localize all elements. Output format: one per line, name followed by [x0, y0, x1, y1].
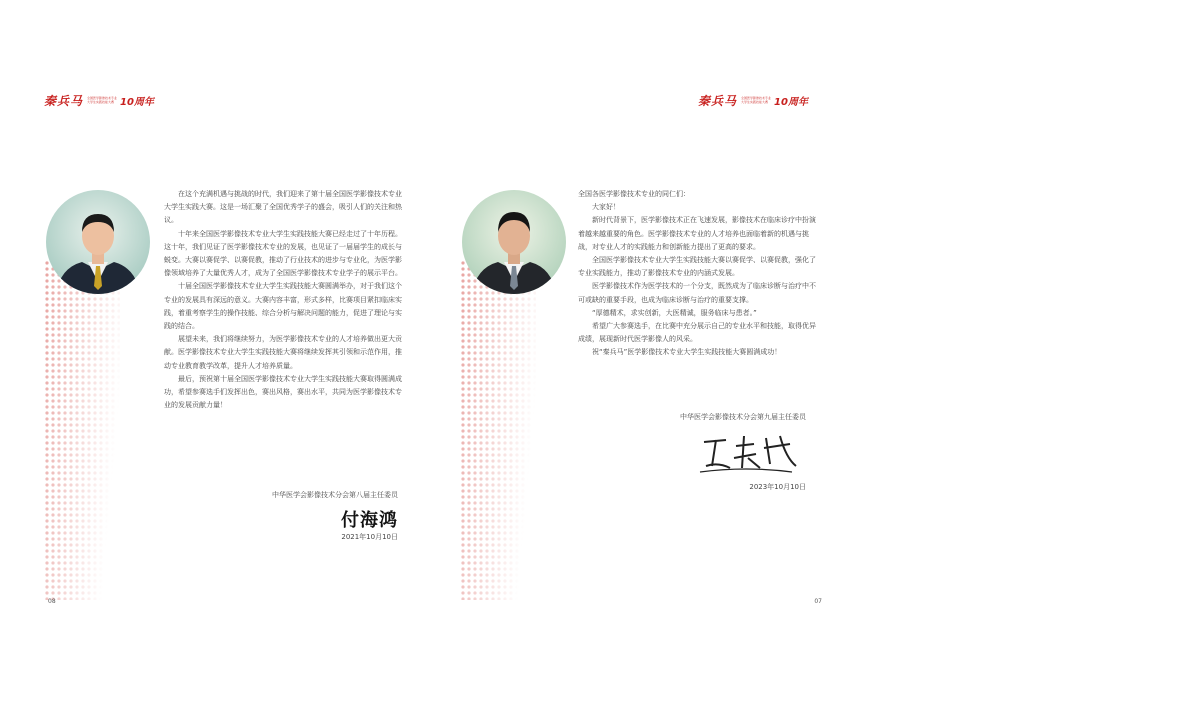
portrait-photo	[462, 190, 566, 294]
page-header-logo	[44, 94, 154, 106]
right-page	[460, 0, 826, 701]
decorative-dot-pattern	[44, 260, 120, 600]
paragraph: 在这个充满机遇与挑战的时代，我们迎来了第十届全国医学影像技术专业大学生实践大赛。这是一场汇聚了全国优秀学子的盛会，吸引人们的关注和热议。	[164, 190, 402, 225]
signature-block	[272, 490, 398, 542]
paragraph: 十年来全国医学影像技术专业大学生实践技能大赛已经走过了十年历程。这十年，我们见证了医学影像技术专业的发展，也见证了一届届学生的成长与蜕变。大赛以赛促学、以赛促教，推动了行业技术的进步与专业化，为医学影像领域培养了大量优秀人才，成为了全国医学影像技术专业学子的展示平台。	[164, 229, 402, 278]
signature-date: 2021年10月10日	[341, 533, 398, 541]
paragraph: 展望未来，我们将继续努力，为医学影像技术专业的人才培养做出更大贡献。医学影像技术专业大学生实践技能大赛将继续发挥其引领和示范作用，推动专业教育教学改革，提升人才培养质量。	[164, 335, 402, 370]
logo-subtitle-line2: 大学生实践技能大赛	[741, 100, 769, 104]
paragraph: 十届全国医学影像技术专业大学生实践技能大赛圆满举办，对于我们这个专业的发展具有深远的意义。大赛内容丰富，形式多样，比赛项目紧扣临床实践，着重考察学生的操作技能、综合分析与解决问题的能力，促进了理论与实践的结合。	[164, 282, 402, 331]
signature-block	[680, 412, 806, 492]
logo-subtitle-line2: 大学生实践技能大赛	[87, 100, 115, 104]
paragraph: 全国医学影像技术专业大学生实践技能大赛以赛促学、以赛促教，强化了专业实践能力，推动了影像技术专业的内涵式发展。	[578, 256, 816, 278]
portrait-photo	[46, 190, 150, 294]
paragraph: 医学影像技术作为医学技术的一个分支，既然成为了临床诊断与治疗中不可或缺的重要手段，也成为临床诊断与治疗的重要支撑。	[578, 282, 816, 304]
signature-org: 中华医学会影像技术分会第九届主任委员	[680, 413, 806, 421]
greeting: 大家好！	[592, 203, 620, 212]
left-page	[44, 0, 410, 701]
logo-anniversary: 10周年	[774, 96, 808, 108]
page-number: 08	[48, 598, 56, 605]
signature-date: 2023年10月10日	[749, 483, 806, 491]
page-header-logo	[698, 94, 808, 106]
signature-name: 付海鸿	[341, 510, 398, 531]
paragraph: 希望广大参赛选手，在比赛中充分展示自己的专业水平和技能，取得优异成绩，展现新时代医学影像人的风采。	[578, 322, 816, 344]
logo-subtitle-line1: 全国医学影像技术专业	[741, 96, 772, 100]
logo-calligraphy: 秦兵马	[698, 93, 738, 108]
logo-anniversary: 10周年	[120, 96, 154, 108]
letter-body	[164, 188, 402, 412]
logo-subtitle	[741, 96, 771, 104]
decorative-dot-pattern	[460, 260, 536, 600]
handwritten-signature	[696, 428, 806, 478]
signature-org: 中华医学会影像技术分会第八届主任委员	[272, 491, 398, 499]
paragraph: 新时代背景下，医学影像技术正在飞速发展，影像技术在临床诊疗中扮演着越来越重要的角色。医学影像技术专业的人才培养也面临着新的机遇与挑战，对专业人才的实践能力和创新能力提出了更高的要求。	[578, 216, 816, 251]
paragraph: 最后，预祝第十届全国医学影像技术专业大学生实践技能大赛取得圆满成功，希望参赛选手们发挥出色，赛出风格，赛出水平，共同为医学影像技术专业的发展贡献力量！	[164, 374, 402, 410]
logo-subtitle	[87, 96, 117, 104]
salutation: 全国各医学影像技术专业的同仁们：	[578, 190, 690, 198]
logo-calligraphy: 秦兵马	[44, 93, 84, 108]
page-number: 07	[814, 598, 822, 605]
paragraph: 祝“秦兵马”医学影像技术专业大学生实践技能大赛圆满成功！	[592, 348, 782, 357]
paragraph: “厚德精术，求实创新，大医精诚，服务临床与患者。”	[592, 308, 757, 317]
logo-subtitle-line1: 全国医学影像技术专业	[87, 96, 118, 100]
letter-body	[578, 188, 818, 360]
